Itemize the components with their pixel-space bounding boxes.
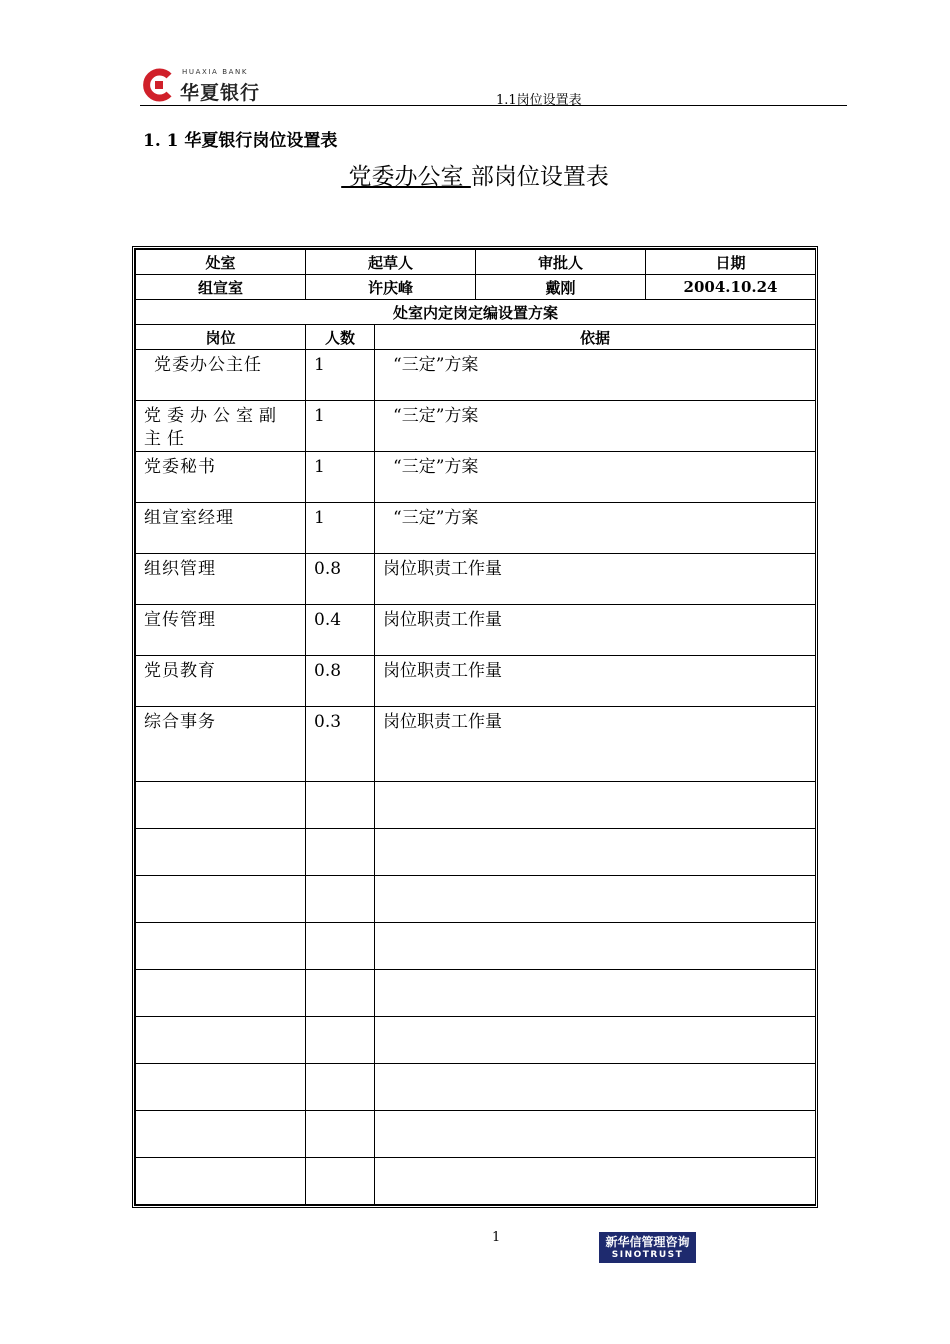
row-basis: 岗位职责工作量 (375, 707, 816, 782)
row-position: 组织管理 (136, 554, 306, 605)
column-count: 人数 (306, 325, 375, 350)
row-position: 党委秘书 (136, 452, 306, 503)
column-header-row (136, 325, 816, 350)
section-title: 处室内定岗定编设置方案 (136, 300, 816, 325)
row-count: 1 (306, 350, 375, 401)
table-row (136, 554, 816, 605)
row-position: 组宣室经理 (136, 503, 306, 554)
column-position: 岗位 (136, 325, 306, 350)
page-number: 1 (492, 1230, 501, 1245)
row-position: 党委办公主任 (136, 350, 306, 401)
value-date: 2004.10.24 (646, 275, 816, 300)
row-basis: “三定”方案 (375, 503, 816, 554)
empty-row (136, 970, 816, 1017)
logo-chinese-text: 华夏银行 (180, 82, 261, 104)
empty-row (136, 923, 816, 970)
row-basis: “三定”方案 (375, 401, 816, 452)
row-basis: 岗位职责工作量 (375, 605, 816, 656)
row-basis: “三定”方案 (375, 452, 816, 503)
empty-row (136, 829, 816, 876)
table-row (136, 452, 816, 503)
running-header-title: 1.1岗位设置表 (496, 93, 582, 108)
row-position: 党员教育 (136, 656, 306, 707)
sinotrust-logo-english: SINOTRUST (611, 1250, 684, 1260)
table-info-row (136, 275, 816, 300)
sinotrust-logo-chinese: 新华信管理咨询 (605, 1235, 690, 1249)
empty-row (136, 876, 816, 923)
row-position: 党委办公室副主任 (136, 401, 306, 452)
label-drafter: 起草人 (306, 250, 476, 275)
huaxia-bank-logo (142, 66, 282, 106)
table-row (136, 605, 816, 656)
value-drafter: 许庆峰 (306, 275, 476, 300)
position-setup-table (132, 246, 818, 1208)
row-count: 1 (306, 401, 375, 452)
document-heading: 1. 1 华夏银行岗位设置表 (143, 131, 338, 151)
empty-row (136, 1064, 816, 1111)
value-approver: 戴刚 (476, 275, 646, 300)
form-title-department: 党委办公室 (341, 164, 471, 190)
row-position: 综合事务 (136, 707, 306, 782)
empty-row (136, 1017, 816, 1064)
sinotrust-logo (599, 1232, 696, 1263)
row-basis: 岗位职责工作量 (375, 656, 816, 707)
row-basis: “三定”方案 (375, 350, 816, 401)
row-count: 0.4 (306, 605, 375, 656)
table-row (136, 401, 816, 452)
form-title-suffix: 部岗位设置表 (470, 164, 609, 190)
label-date: 日期 (646, 250, 816, 275)
empty-row (136, 1111, 816, 1158)
header-divider (140, 105, 847, 106)
section-title-row (136, 300, 816, 325)
label-approver: 审批人 (476, 250, 646, 275)
huaxia-emblem-icon (142, 68, 176, 102)
table-row (136, 656, 816, 707)
row-count: 0.8 (306, 656, 375, 707)
table-header-row (136, 250, 816, 275)
form-title (0, 158, 950, 191)
empty-row (136, 782, 816, 829)
value-department: 组宣室 (136, 275, 306, 300)
table-row (136, 503, 816, 554)
logo-english-text: HUAXIA BANK (182, 68, 249, 76)
table-row (136, 707, 816, 782)
row-count: 1 (306, 503, 375, 554)
table-row (136, 350, 816, 401)
row-count: 1 (306, 452, 375, 503)
label-department: 处室 (136, 250, 306, 275)
row-count: 0.3 (306, 707, 375, 782)
row-position: 宣传管理 (136, 605, 306, 656)
column-basis: 依据 (375, 325, 816, 350)
row-count: 0.8 (306, 554, 375, 605)
row-basis: 岗位职责工作量 (375, 554, 816, 605)
empty-row (136, 1158, 816, 1205)
